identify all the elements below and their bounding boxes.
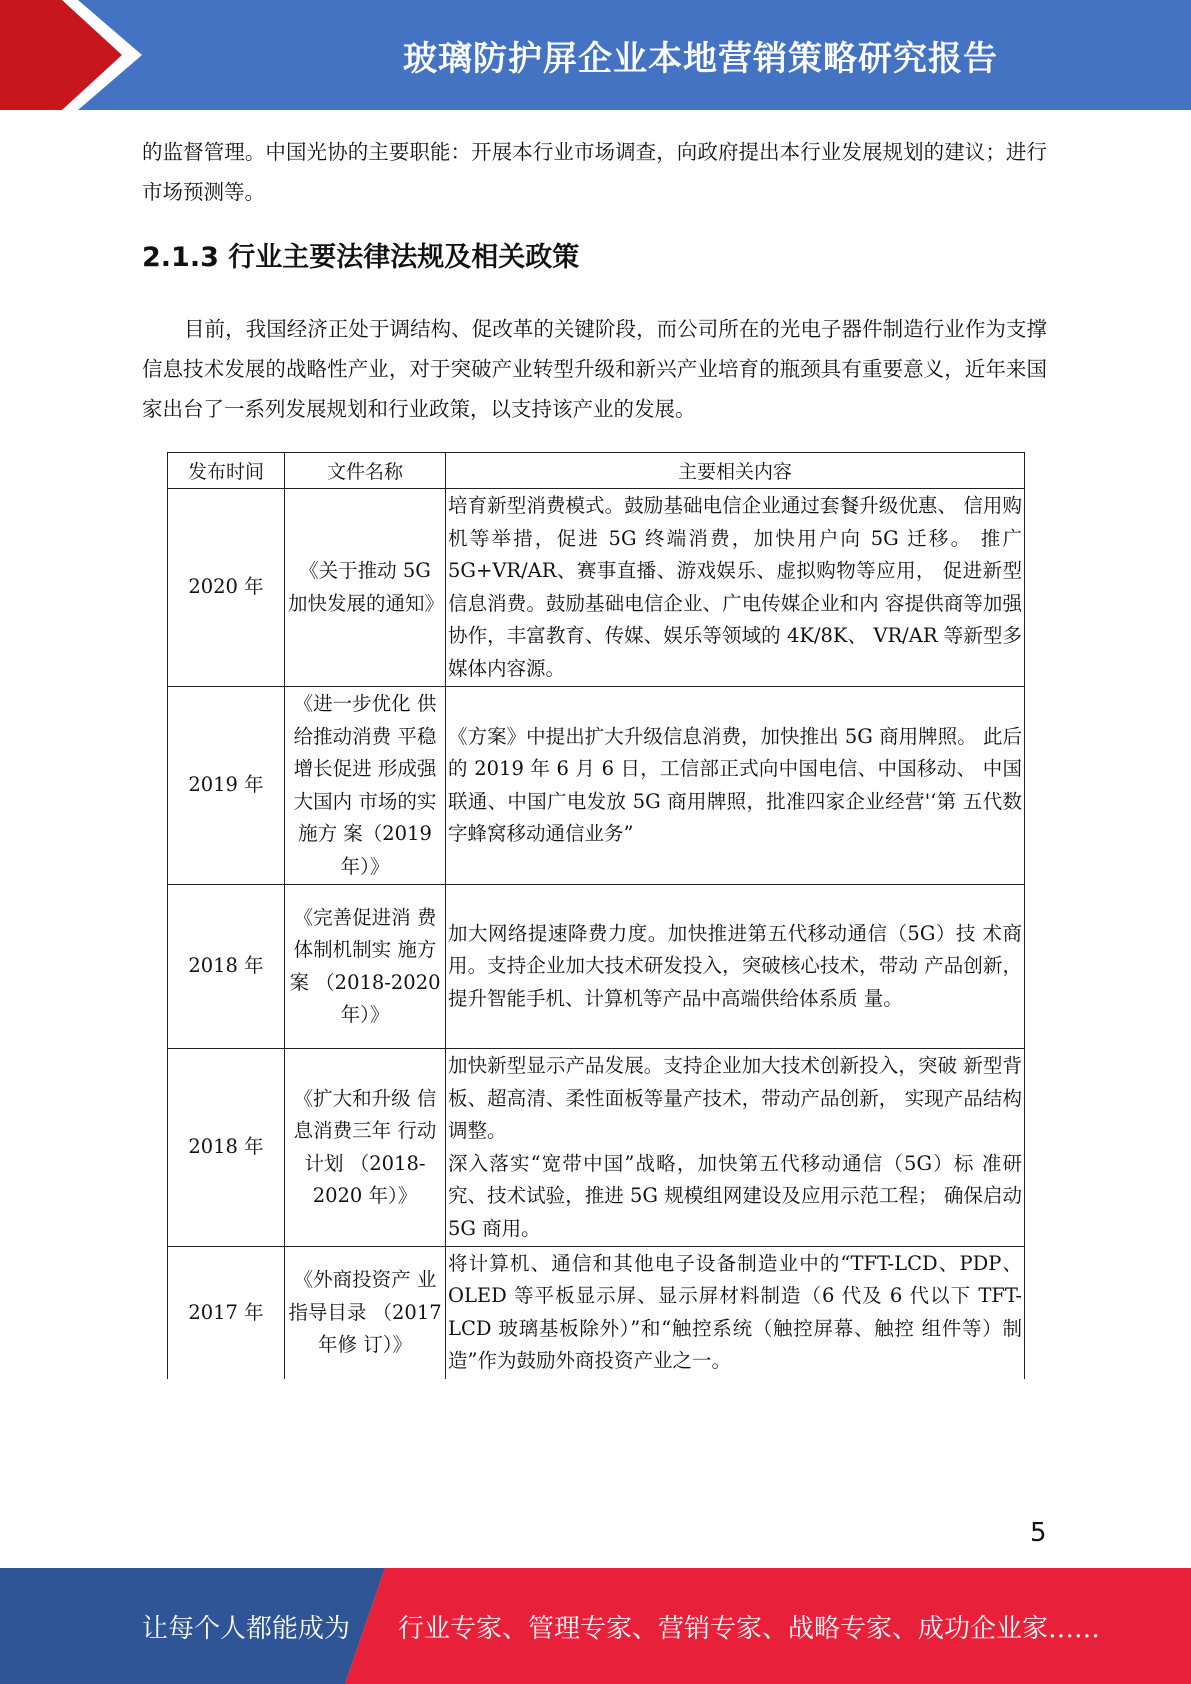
table-row [168, 489, 1025, 687]
row-document: 《完善促进消 费体制机制实 施方案 （2018-2020 年）》 [285, 885, 446, 1049]
body-paragraph: 目前，我国经济正处于调结构、促改革的关键阶段，而公司所在的光电子器件制造行业作为支撑信息技术发展的战略性产业，对于突破产业转型升级和新兴产业培育的瓶颈具有重要意义，近年来国家出台了一系列发展规划和行业政策，以支持该产业的发展。 [142, 317, 1047, 421]
table-row [168, 1247, 1025, 1379]
row-year: 2017 年 [168, 1247, 285, 1379]
table-row [168, 885, 1025, 1049]
section-heading: 2.1.3 行业主要法律法规及相关政策 [142, 242, 580, 273]
row-content: 《方案》中提出扩大升级信息消费，加快推出 5G 商用牌照。 此后的 2019 年 6 月 6 日，工信部正式向中国电信、中国移动、 中国联通、中国广电发放 5G 商用牌照，批准四家企业经营'‘第 五代数字蜂窝移动通信业务” [446, 687, 1025, 885]
header-main-content: 主要相关内容 [446, 453, 1025, 489]
row-year: 2018 年 [168, 885, 285, 1049]
row-content: 培育新型消费模式。鼓励基础电信企业通过套餐升级优惠、 信用购机等举措，促进 5G 终端消费，加快用户向 5G 迁移。 推广 5G+VR/AR、赛事直播、游戏娱乐、虚拟购物等应用， 促进新型信息消费。鼓励基础电信企业、广电传媒企业和内 容提供商等加强协作，丰富教育、传媒、娱乐等领域的 4K/8K、 VR/AR 等新型多媒体内容源。 [446, 489, 1025, 687]
page-number: 5 [1030, 1518, 1047, 1548]
header-document-name: 文件名称 [285, 453, 446, 489]
row-content: 加大网络提速降费力度。加快推进第五代移动通信（5G）技 术商用。支持企业加大技术研发投入，突破核心技术，带动 产品创新，提升智能手机、计算机等产品中高端供给体系质 量。 [446, 885, 1025, 1049]
page-footer [0, 1568, 1191, 1684]
row-year: 2018 年 [168, 1049, 285, 1247]
row-document: 《扩大和升级 信息消费三年 行动计划 （2018-2020 年）》 [285, 1049, 446, 1247]
header-chevron-icon [0, 0, 160, 110]
policy-table [167, 452, 1025, 1379]
row-content: 将计算机、通信和其他电子设备制造业中的“TFT-LCD、PDP、OLED 等平板显示屏、显示屏材料制造（6 代及 6 代以下 TFT-LCD 玻璃基板除外）”和“触控系统（触控屏幕、触控 组件等）制造”作为鼓励外商投资产业之一。 [446, 1247, 1025, 1379]
table-row [168, 1049, 1025, 1247]
row-document: 《进一步优化 供给推动消费 平稳增长促进 形成强大国内 市场的实施方 案（2019 年）》 [285, 687, 446, 885]
table-row [168, 687, 1025, 885]
report-title: 玻璃防护屏企业本地营销策略研究报告 [403, 38, 998, 79]
page-header [0, 0, 1191, 110]
row-year: 2019 年 [168, 687, 285, 885]
row-document: 《外商投资产 业指导目录 （2017 年修 订）》 [285, 1247, 446, 1379]
row-content: 加快新型显示产品发展。支持企业加大技术创新投入，突破 新型背板、超高清、柔性面板等量产技术，带动产品创新， 实现产品结构调整。 深入落实“宽带中国”战略，加快第五代移动通信（5G）标 准研究、技术试验，推进 5G 规模组网建设及应用示范工程； 确保启动 5G 商用。 [446, 1049, 1025, 1247]
table-header-row [168, 453, 1025, 489]
header-release-time: 发布时间 [168, 453, 285, 489]
row-year: 2020 年 [168, 489, 285, 687]
intro-paragraph: 的监督管理。中国光协的主要职能：开展本行业市场调查，向政府提出本行业发展规划的建议；进行市场预测等。 [142, 140, 1047, 204]
footer-slogan-right: 行业专家、管理专家、营销专家、战略专家、成功企业家…… [398, 1613, 1101, 1644]
footer-slogan-left: 让每个人都能成为 [142, 1613, 351, 1644]
row-document: 《关于推动 5G 加快发展的通知》 [285, 489, 446, 687]
